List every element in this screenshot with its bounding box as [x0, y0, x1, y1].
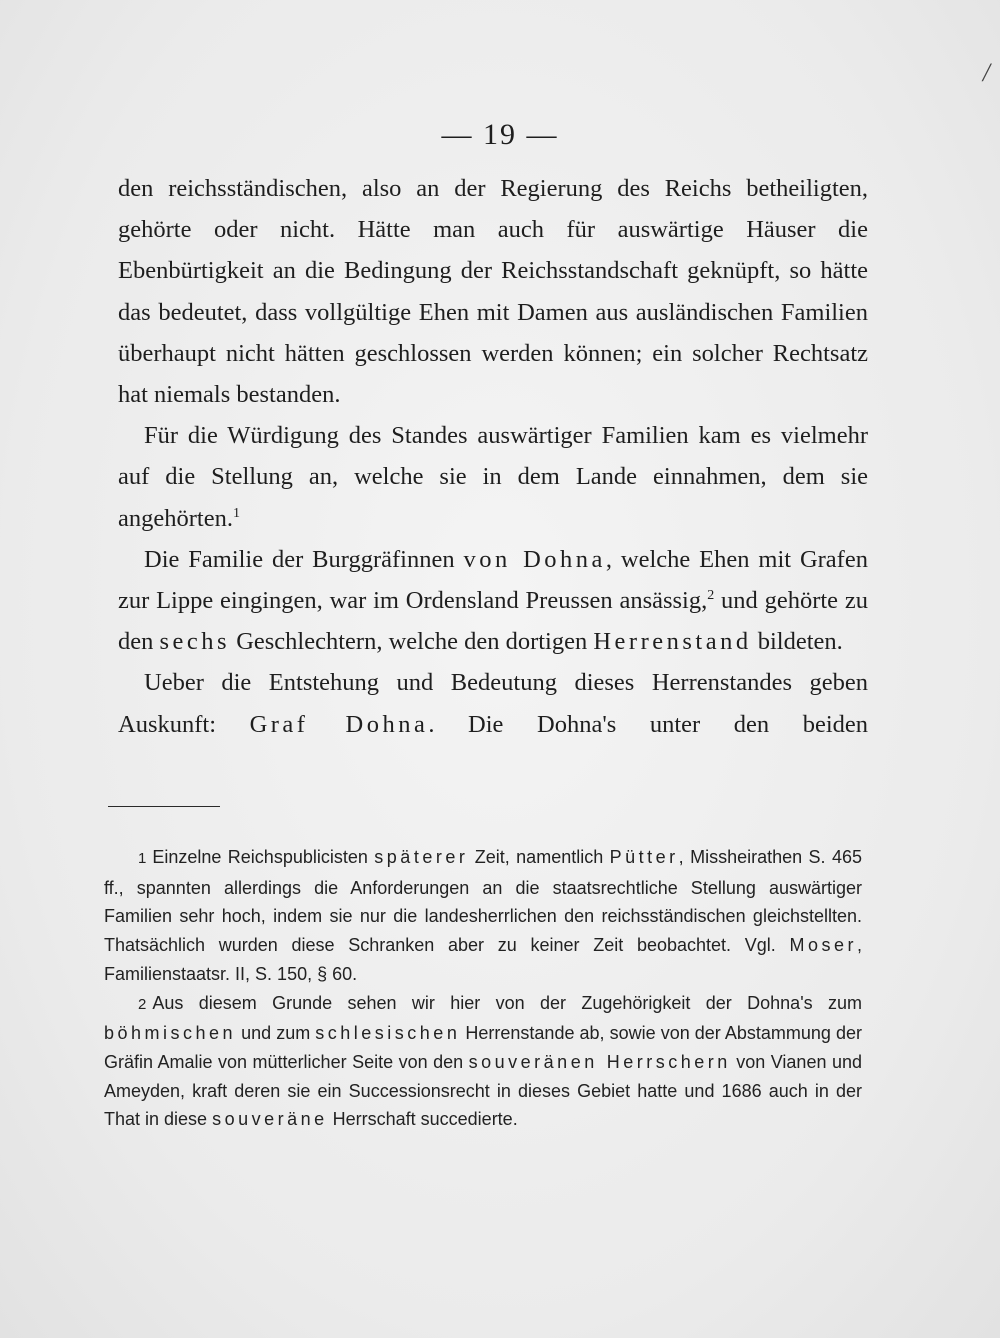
footnote-text: Herrenstande ab, sowie von der Abstammung der Gräfin Amalie von mütterlicher Seite von den: [104, 1023, 862, 1072]
paragraph-3-text: und gehörte zu den: [118, 587, 868, 656]
paragraph-3-text: , welche Ehen mit Grafen zur Lippe eingingen, war im Ordensland Preussen ansässig,: [118, 545, 868, 615]
spaced-word-schlesischen: schlesischen: [315, 1023, 461, 1044]
footnote-ref-1: 1: [232, 505, 240, 521]
paragraph-3-text: Die Familie der Burggräfinnen: [144, 545, 464, 573]
footnote-1: [104, 843, 862, 989]
spaced-name-puetter: Pütter: [609, 847, 679, 867]
footnotes: [104, 843, 862, 1134]
paragraph-1: [118, 168, 868, 415]
footnote-separator: [108, 806, 220, 807]
footnote-text: Zeit, namentlich: [468, 847, 610, 867]
main-text: [118, 168, 868, 745]
footnote-ref-2: 2: [707, 588, 715, 604]
paragraph-4-text: Ueber die Entstehung und Bedeutung dieses Herrenstandes geben Auskunft:: [118, 669, 868, 738]
footnote-text: und zum: [236, 1023, 316, 1044]
spaced-words-souveraenen-herrschern: souveränen Herrschern: [468, 1051, 731, 1072]
footnote-text: Einzelne Reichspublicisten: [152, 847, 375, 867]
paragraph-4: [118, 662, 868, 744]
spaced-word-sechs: sechs: [159, 628, 231, 656]
footnote-2: [104, 989, 862, 1135]
paragraph-2: [118, 415, 868, 539]
paragraph-3-text: bildeten.: [751, 628, 843, 656]
footnote-text: , Missheirathen S. 465 ff., spannten allerdings die Anforderungen an die staatsrechtliche Stellung auswärtiger Familien sehr hoch, indem sie nur die landesherrlichen den reichsständischen gleichstellten. Thatsächlich wurden diese Schranken aber zu keiner Zeit beobachtet. Vgl.: [104, 847, 862, 956]
paragraph-2-text: Für die Würdigung des Standes auswärtiger Familien kam es vielmehr auf die Stellung an, welche sie in dem Lande einnahmen, dem sie angehörten.: [118, 422, 868, 532]
paragraph-4-text: . Die Dohna's unter den beiden: [428, 710, 869, 738]
footnote-text: Herrschaft succedierte.: [327, 1109, 518, 1130]
paragraph-1-text: den reichsständischen, also an der Regierung des Reichs betheiligten, gehörte oder nicht. Hätte man auch für auswärtige Häuser die Ebenbürtigkeit an die Bedingung der Reichsstandschaft geknüpft, so hätte das bedeutet, dass vollgültige Ehen mit Damen aus ausländischen Familien überhaupt nicht hätten geschlossen werden können; ein solcher Rechtsatz hat niemals bestanden.: [118, 175, 868, 409]
footnote-number: 2: [138, 995, 147, 1013]
paragraph-3-text: Geschlechtern, welche den dortigen: [230, 628, 594, 656]
spaced-name-moser: Moser: [789, 935, 857, 956]
spaced-word-souveraene: souveräne: [212, 1109, 328, 1130]
paragraph-3: [118, 539, 868, 663]
footnote-number: 1: [138, 850, 147, 867]
spaced-word-boehmischen: böhmischen: [104, 1023, 237, 1044]
footnote-text: , Familienstaatsr. II, S. 150, § 60.: [104, 935, 862, 984]
spaced-word-herrenstand: Herrenstand: [593, 628, 752, 656]
spaced-name-dohna: von Dohna: [463, 545, 606, 573]
page-number: — 19 —: [441, 118, 559, 151]
footnote-text: von Vianen und Ameyden, kraft deren sie ein Successionsrecht in dieses Gebiet hatte und 1686 auch in der That in diese: [104, 1051, 862, 1130]
spaced-word-spaeterer: späterer: [374, 847, 469, 867]
footnote-text: Aus diesem Grunde sehen wir hier von der Zugehörigkeit der Dohna's zum: [152, 992, 862, 1013]
spaced-name-graf-dohna: Graf Dohna: [249, 710, 429, 738]
corner-pencil-mark: /: [982, 58, 990, 87]
